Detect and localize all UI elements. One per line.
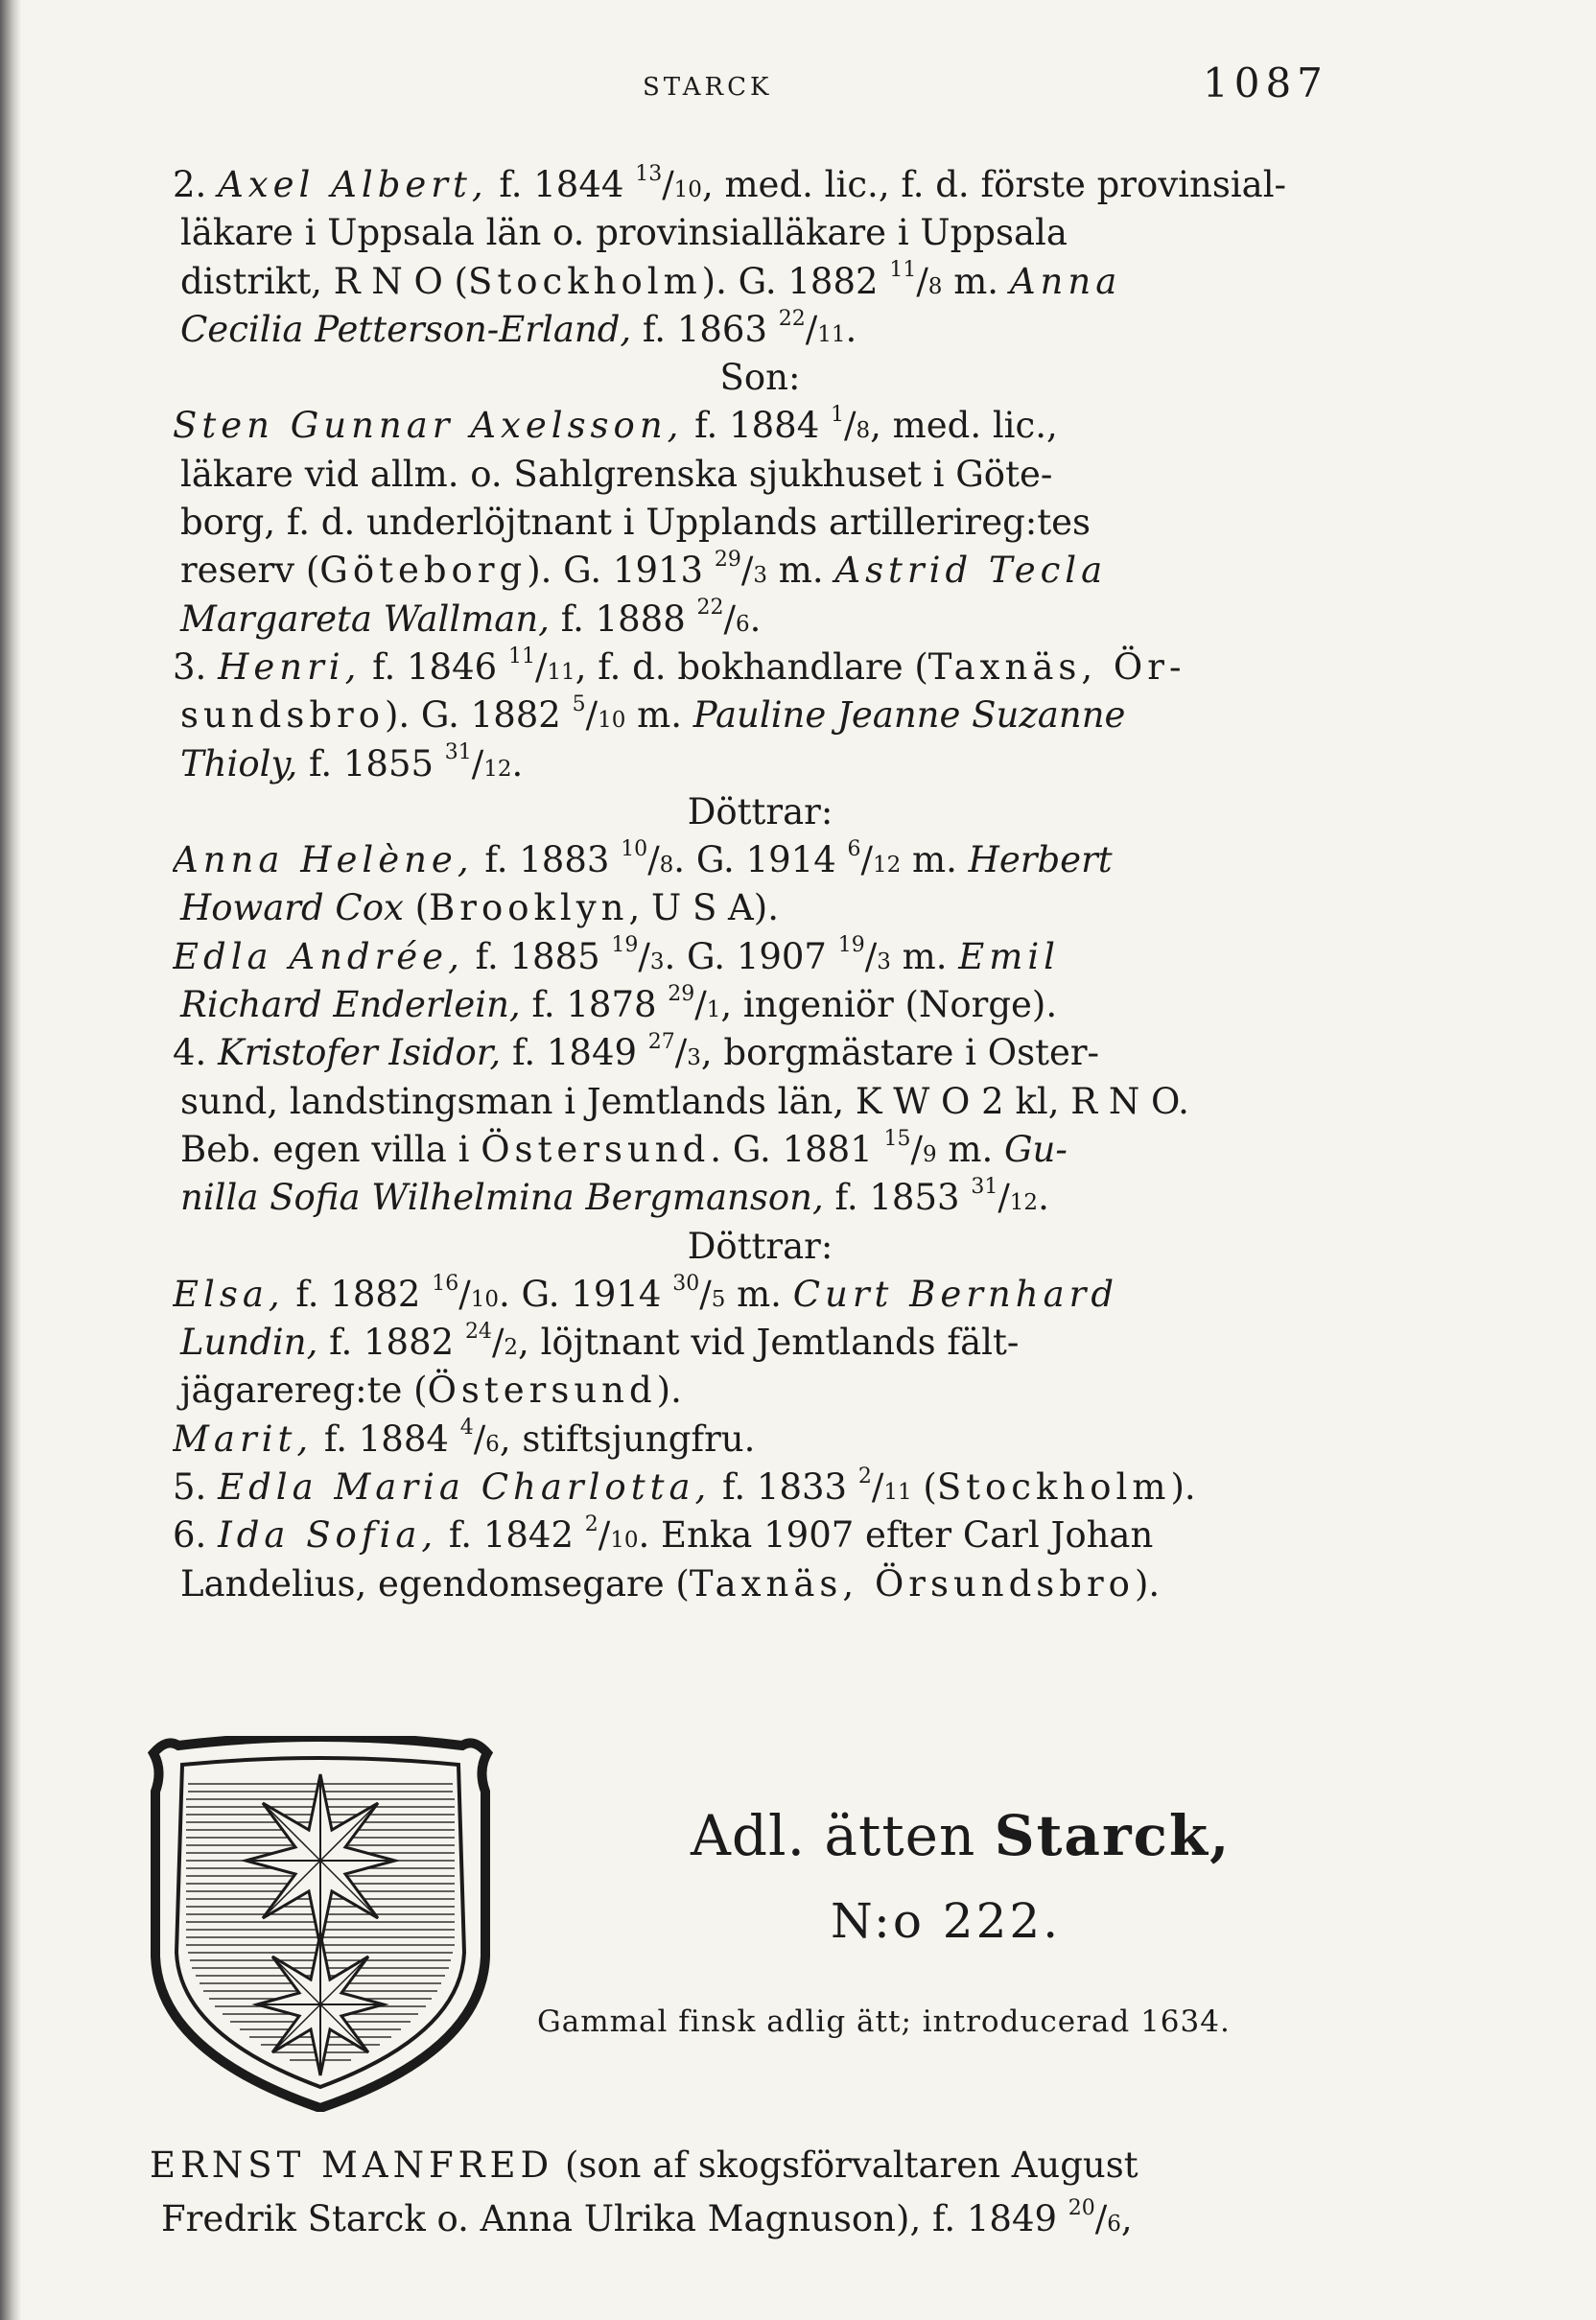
person-name: Marit, — [173, 1418, 314, 1460]
person-name: Edla Andrée, — [173, 935, 464, 977]
coat-of-arms-icon — [140, 1736, 501, 2112]
person-name: Curt Bernhard — [792, 1273, 1119, 1315]
entry-elsa-line-3: jägarereg:te (Östersund). — [180, 1370, 682, 1412]
person-name: Cecilia Petterson-Erland, — [180, 308, 632, 350]
person-name: ERNST MANFRED — [150, 2144, 554, 2186]
page-number: 1087 — [1203, 59, 1328, 106]
place-name: Taxnäs, Örsundsbro — [689, 1562, 1135, 1605]
dottrar-heading: Döttrar: — [687, 790, 833, 832]
entry-anna-line-2: Howard Cox (Brooklyn, U S A). — [180, 887, 779, 929]
genealogy-body — [173, 161, 1348, 1608]
place-name: Östersund — [427, 1370, 657, 1412]
entry-edla-maria-line-1: 5. Edla Maria Charlotta, f. 1833 $^2$/11 (Stockholm). — [173, 1464, 1196, 1509]
person-name: Herbert — [968, 839, 1113, 881]
place-name: Taxnäs, Ör- — [927, 645, 1186, 688]
entry-axel-line-1: 2. Axel Albert, f. 1844 $^{13}$/10, med. lic., f. d. förste provinsial- — [173, 161, 1287, 205]
person-name: Margareta Wallman, — [180, 598, 550, 640]
entry-axel-line-3: distrikt, R N O (Stockholm). G. 1882 $^{11}$/8 m. Anna — [180, 258, 1122, 302]
person-name: Kristofer Isidor, — [218, 1032, 502, 1074]
entry-axel-line-4: Cecilia Petterson-Erland, f. 1863 $^{22}$/11. — [180, 306, 857, 350]
entry-kristofer-line-3: Beb. egen villa i Östersund. G. 1881 $^{15}$/9 m. Gu- — [180, 1126, 1068, 1170]
entry-sten-line-3: borg, f. d. underlöjtnant i Upplands artillerireg:tes — [180, 502, 1091, 544]
person-name: Axel Albert, — [218, 164, 488, 205]
entry-sten-line-4: reserv (Göteborg). G. 1913 $^{29}$/3 m. Astrid Tecla — [180, 548, 1108, 592]
entry-marit-line-1: Marit, f. 1884 $^4$/6, stiftsjungfru. — [173, 1416, 756, 1460]
dottrar-heading: Döttrar: — [687, 1225, 833, 1267]
family-number: N:o 222. — [831, 1893, 1062, 1949]
person-name: Astrid Tecla — [834, 550, 1108, 592]
entry-sten-line-5: Margareta Wallman, f. 1888 $^{22}$/6. — [180, 596, 762, 640]
entry-ida-line-1: 6. Ida Sofia, f. 1842 $^2$/10. Enka 1907 efter Carl Johan — [173, 1512, 1154, 1557]
entry-kristofer-line-4: nilla Sofia Wilhelmina Bergmanson, f. 1853 $^{31}$/12. — [180, 1174, 1049, 1219]
person-name: Pauline Jeanne Suzanne — [692, 694, 1126, 737]
ernst-line-2: Fredrik Starck o. Anna Ulrika Magnuson), f. 1849 $^{20}$/6, — [161, 2195, 1133, 2239]
person-name: Sten Gunnar Axelsson, — [173, 405, 684, 447]
family-name: Starck, — [994, 1803, 1232, 1868]
place-name: Stockholm — [936, 1466, 1171, 1509]
place-name: Stockholm — [468, 260, 702, 302]
person-name: nilla Sofia Wilhelmina Bergmanson, — [180, 1177, 824, 1219]
running-head: STARCK — [643, 73, 773, 102]
person-name: Howard Cox — [180, 887, 404, 929]
star-icon — [257, 1933, 384, 2075]
family-title: Adl. ätten Starck, — [691, 1803, 1232, 1868]
entry-edla-line-2: Richard Enderlein, f. 1878 $^{29}$/1, ingeniör (Norge). — [180, 981, 1058, 1026]
page-header — [0, 59, 1596, 117]
entry-ida-line-2: Landelius, egendomsegare (Taxnäs, Örsundsbro). — [180, 1562, 1161, 1605]
entry-axel-line-2: läkare i Uppsala län o. provinsialläkare i Uppsala — [180, 212, 1068, 254]
family-subtitle: Gammal finsk adlig ätt; introducerad 1634. — [537, 2004, 1231, 2039]
entry-henri-line-3: Thioly, f. 1855 $^{31}$/12. — [180, 740, 524, 785]
entry-elsa-line-1: Elsa, f. 1882 $^{16}$/10. G. 1914 $^{30}$/5 m. Curt Bernhard — [173, 1271, 1119, 1315]
person-name: Anna — [1009, 260, 1122, 302]
ernst-line-1: ERNST MANFRED (son af skogsförvaltaren August — [150, 2144, 1138, 2186]
person-name: Edla Maria Charlotta, — [218, 1466, 712, 1509]
person-name: Lundin, — [180, 1322, 318, 1364]
entry-henri-line-2: sundsbro). G. 1882 $^5$/10 m. Pauline Jeanne Suzanne — [180, 691, 1126, 737]
entry-henri-line-1: 3. Henri, f. 1846 $^{11}$/11, f. d. bokhandlare (Taxnäs, Ör- — [173, 644, 1186, 688]
entry-kristofer-line-1: 4. Kristofer Isidor, f. 1849 $^{27}$/3, borgmästare i Oster- — [173, 1030, 1100, 1074]
person-name: Anna Helène, — [173, 839, 474, 881]
entry-sten-line-2: läkare vid allm. o. Sahlgrenska sjukhuset i Göte- — [180, 453, 1053, 495]
place-name: sundsbro — [180, 694, 385, 737]
entry-anna-line-1: Anna Helène, f. 1883 $^{10}$/8. G. 1914 $^6$/12 m. Herbert — [173, 836, 1113, 881]
place-name: Brooklyn — [429, 887, 629, 929]
person-name: Richard Enderlein, — [180, 984, 521, 1026]
person-name: Elsa, — [173, 1273, 285, 1315]
place-name: Östersund — [481, 1128, 711, 1170]
son-heading: Son: — [719, 357, 801, 399]
person-name: Henri, — [218, 645, 362, 688]
place-name: Göteborg — [319, 550, 528, 592]
page-gutter-shadow — [0, 0, 21, 2320]
star-icon — [246, 1774, 395, 1947]
person-name: Ida Sofia, — [218, 1514, 438, 1557]
entry-sten-line-1: Sten Gunnar Axelsson, f. 1884 $^1$/8, med. lic., — [173, 403, 1058, 447]
entry-edla-line-1: Edla Andrée, f. 1885 $^{19}$/3. G. 1907 $^{19}$/3 m. Emil — [173, 933, 1060, 977]
entry-kristofer-line-2: sund, landstingsman i Jemtlands län, K W O 2 kl, R N O. — [180, 1080, 1189, 1122]
ernst-entry — [150, 2139, 1358, 2246]
person-name: Thioly, — [180, 742, 298, 785]
entry-elsa-line-2: Lundin, f. 1882 $^{24}$/2, löjtnant vid Jemtlands fält- — [180, 1319, 1020, 1364]
person-name: Emil — [958, 935, 1060, 977]
person-name: Gu- — [1004, 1128, 1068, 1170]
